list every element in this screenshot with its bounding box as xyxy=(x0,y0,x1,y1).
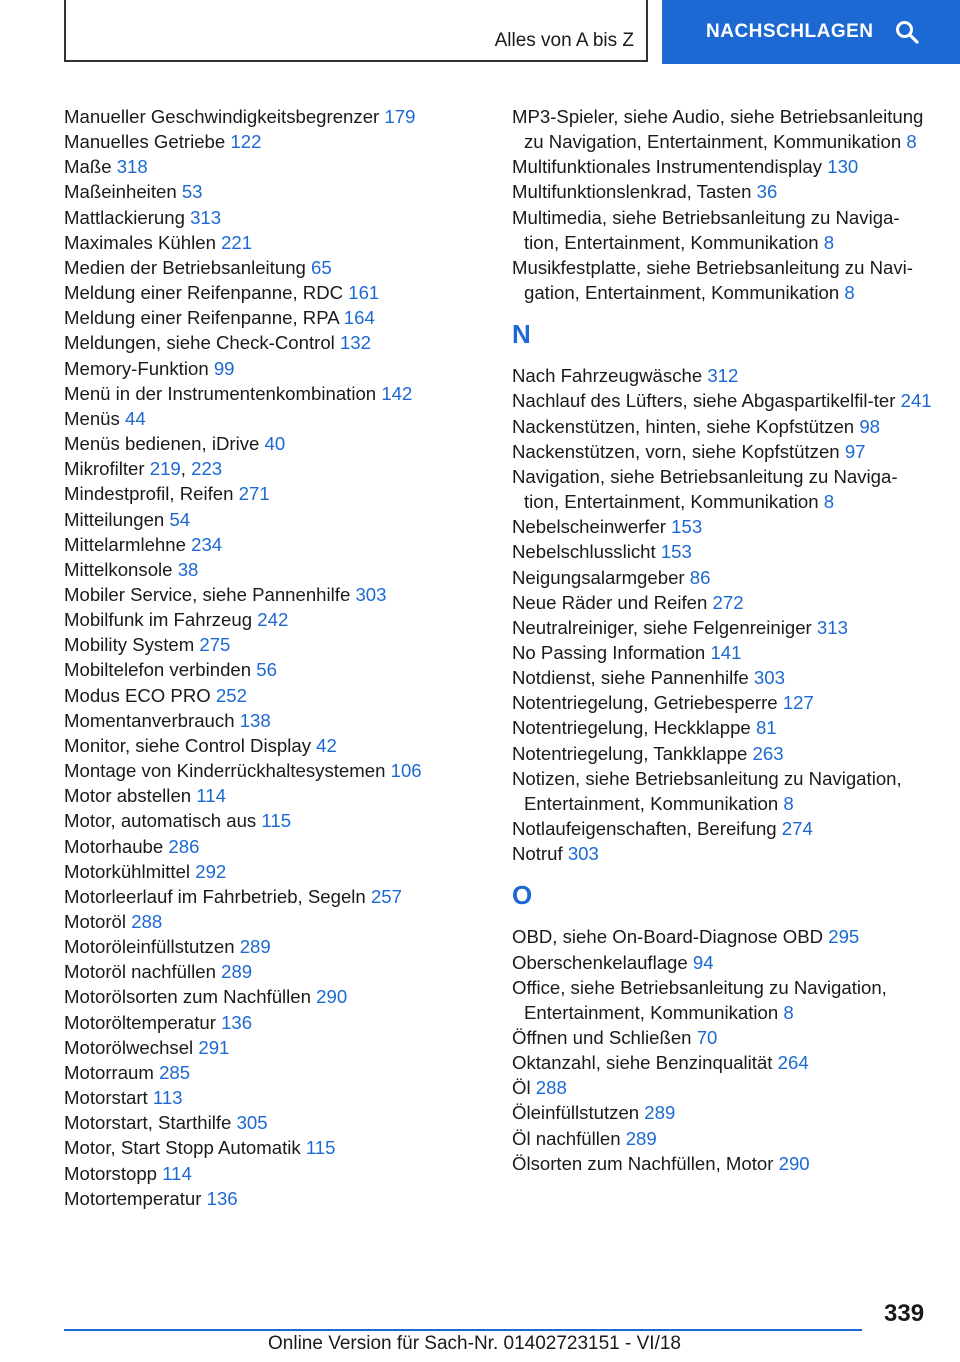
index-entry xyxy=(512,1100,932,1125)
index-entry xyxy=(64,1135,504,1160)
page-link[interactable]: 219 xyxy=(149,458,181,480)
page-link[interactable]: 127 xyxy=(782,692,814,714)
index-entry-text: Motoröltemperatur xyxy=(64,1011,216,1033)
index-entry-text: Nebelschlusslicht xyxy=(512,541,656,563)
index-entry xyxy=(64,758,504,783)
page-link[interactable]: 318 xyxy=(116,156,148,178)
index-entry xyxy=(512,841,932,866)
index-entry-text: Mobilfunk im Fahrzeug xyxy=(64,609,253,631)
nachschlagen-button[interactable] xyxy=(662,0,960,64)
index-entry xyxy=(64,808,504,833)
index-entry xyxy=(64,381,504,406)
index-entry xyxy=(64,834,504,859)
index-entry-text: Motorölsorten zum Nachfüllen xyxy=(64,986,311,1008)
index-entry xyxy=(64,104,504,129)
index-entry xyxy=(512,205,932,255)
index-entry-text: Motor abstellen xyxy=(64,785,192,807)
page-link[interactable]: 252 xyxy=(215,684,247,706)
index-entry-text: Mobiltelefon verbinden xyxy=(64,659,252,681)
index-entry xyxy=(64,683,504,708)
index-entry-text: Musikfestplatte, siehe Betriebsanleitung zu Navi-gation, Entertainment, Kommunikation xyxy=(512,256,914,304)
index-entry-text: Mittelkonsole xyxy=(64,558,173,580)
index-entry-text: Oberschenkelauflage xyxy=(512,951,688,973)
index-entry-text: Notruf xyxy=(512,843,563,865)
index-entry-text: Notdienst, siehe Pannenhilfe xyxy=(512,667,749,689)
page-link[interactable]: 65 xyxy=(311,256,332,278)
index-entry-text: Notizen, siehe Betriebsanleitung zu Navigation, Entertainment, Kommunikation xyxy=(512,767,902,814)
page-link[interactable]: 179 xyxy=(384,106,416,127)
index-entry xyxy=(512,950,932,975)
page-link[interactable]: 303 xyxy=(753,667,785,689)
page-link[interactable]: 288 xyxy=(131,911,163,932)
index-entry-text: Notentriegelung, Tankklappe xyxy=(512,742,748,764)
page-link[interactable]: 136 xyxy=(206,1187,238,1209)
header-frame xyxy=(64,0,648,62)
index-entry-text: Mobiler Service, siehe Pannenhilfe xyxy=(64,583,351,605)
index-entry xyxy=(512,363,932,388)
index-entry xyxy=(512,255,932,305)
index-entry-text: Neigungsalarmgeber xyxy=(512,566,685,588)
index-entry-text: Office, siehe Betriebsanleitung zu Navigation, Entertainment, Kommunikation xyxy=(512,976,887,1023)
page-link[interactable]: 141 xyxy=(710,641,742,663)
index-entry xyxy=(64,1060,504,1085)
index-entry xyxy=(512,1025,932,1050)
index-entry xyxy=(64,356,504,381)
index-entry-text: Motorkühlmittel xyxy=(64,860,191,882)
index-entry-text: Mitteilungen xyxy=(64,508,165,530)
page-link[interactable]: 115 xyxy=(261,810,292,832)
page-link[interactable]: 295 xyxy=(828,926,860,948)
page-link[interactable]: 132 xyxy=(339,332,371,354)
index-entry xyxy=(64,1085,504,1110)
page-link[interactable]: 312 xyxy=(707,365,739,387)
index-entry-text: Notlaufeigenschaften, Bereifung xyxy=(512,818,777,840)
index-entry-text: Öffnen und Schließen xyxy=(512,1027,692,1048)
index-entry xyxy=(512,924,932,949)
page-link[interactable]: 38 xyxy=(177,558,199,580)
page-link[interactable]: 106 xyxy=(390,760,422,782)
index-entry-text: Momentanverbrauch xyxy=(64,709,235,731)
index-entry xyxy=(512,154,932,179)
index-entry xyxy=(64,1110,504,1135)
page-link[interactable]: 271 xyxy=(238,483,270,505)
index-entry-text: Navigation, siehe Betriebsanleitung zu Naviga-tion, Entertainment, Kommunikation xyxy=(512,465,898,513)
page-link[interactable]: 286 xyxy=(168,835,200,857)
index-entry-text: Nackenstützen, vorn, siehe Kopfstützen xyxy=(512,440,840,462)
page-link[interactable]: 98 xyxy=(859,415,880,437)
index-entry xyxy=(64,934,504,959)
page-link[interactable]: 303 xyxy=(567,843,599,865)
page-link[interactable]: 36 xyxy=(756,181,778,203)
page-number: 339 xyxy=(884,1300,925,1327)
index-entry-text: Motorhaube xyxy=(64,835,164,857)
index-entry xyxy=(64,507,504,532)
index-entry-text: Multimedia, siehe Betriebsanleitung zu Naviga-tion, Entertainment, Kommunikation xyxy=(512,206,900,253)
index-entry-text: Neutralreiniger, siehe Felgenreiniger xyxy=(512,616,812,638)
page-link[interactable]: 142 xyxy=(381,382,413,404)
page-link[interactable]: 291 xyxy=(198,1036,230,1058)
index-entry xyxy=(512,414,932,439)
page-link[interactable]: 272 xyxy=(712,591,744,613)
index-entry xyxy=(64,532,504,557)
index-entry xyxy=(512,640,932,665)
page-link[interactable]: 114 xyxy=(196,785,226,807)
footer-divider xyxy=(64,1329,862,1331)
index-entry-text: Oktanzahl, siehe Benzinqualität xyxy=(512,1052,773,1074)
page-link[interactable]: 153 xyxy=(671,516,703,538)
index-entry-text: Motor, Start Stopp Automatik xyxy=(64,1137,301,1159)
search-icon xyxy=(894,19,920,45)
index-entry xyxy=(512,539,932,564)
index-entry-text: Maximales Kühlen xyxy=(64,231,216,253)
index-entry xyxy=(512,104,932,154)
index-entry-text: Motor, automatisch aus xyxy=(64,810,257,832)
page-link[interactable]: 241 xyxy=(900,390,932,412)
page-link[interactable]: 70 xyxy=(696,1027,718,1048)
page-link[interactable]: 292 xyxy=(195,860,227,882)
index-entry-text: Öl xyxy=(512,1077,531,1099)
index-entry-text: Mindestprofil, Reifen xyxy=(64,483,234,505)
index-entry xyxy=(64,708,504,733)
page-link[interactable]: 115 xyxy=(305,1137,336,1159)
index-entry-text: Maße xyxy=(64,156,112,178)
page-link[interactable]: 164 xyxy=(343,307,375,329)
index-entry xyxy=(512,741,932,766)
page-link[interactable]: 234 xyxy=(191,533,223,555)
index-entry xyxy=(64,1010,504,1035)
index-entry xyxy=(64,406,504,431)
page-link[interactable]: 81 xyxy=(755,717,777,739)
page-link[interactable]: 285 xyxy=(159,1061,191,1083)
index-entry xyxy=(64,582,504,607)
page-link[interactable]: 221 xyxy=(221,231,253,253)
index-entry-text: Nebelscheinwerfer xyxy=(512,516,666,538)
page-link[interactable]: 8 xyxy=(783,1001,794,1023)
page-link[interactable]: 94 xyxy=(692,951,714,973)
index-column-left xyxy=(64,104,504,1211)
index-entry xyxy=(64,557,504,582)
index-entry-text: Mattlackierung xyxy=(64,206,185,228)
index-entry-text: Öl nachfüllen xyxy=(512,1127,621,1149)
index-entry-text: OBD, siehe On-Board-Diagnose OBD xyxy=(512,926,824,948)
index-entry-text: Motorraum xyxy=(64,1061,154,1083)
index-entry xyxy=(512,615,932,640)
page-link[interactable]: 113 xyxy=(152,1087,183,1109)
index-entry-text: Motorleerlauf im Fahrbetrieb, Segeln xyxy=(64,885,366,907)
index-entry-text: Mittelarmlehne xyxy=(64,533,186,555)
page-link[interactable]: 130 xyxy=(827,156,859,178)
page-link[interactable]: 288 xyxy=(535,1077,567,1099)
page-link[interactable]: 8 xyxy=(783,792,794,814)
index-entry xyxy=(512,439,932,464)
index-entry xyxy=(64,230,504,255)
page-link[interactable]: 114 xyxy=(162,1162,192,1184)
page-link[interactable]: 86 xyxy=(689,566,711,588)
section-title: Alles von A bis Z xyxy=(494,30,634,51)
page-link[interactable]: 53 xyxy=(181,181,203,203)
index-entry-text: Menüs xyxy=(64,407,120,429)
index-entry xyxy=(64,657,504,682)
page-link[interactable]: 8 xyxy=(844,282,855,304)
index-entry-text: Ölsorten zum Nachfüllen, Motor xyxy=(512,1152,774,1174)
index-entry xyxy=(64,481,504,506)
page-link[interactable]: 313 xyxy=(816,616,848,638)
index-entry-text: Motorölwechsel xyxy=(64,1036,194,1058)
index-entry xyxy=(64,733,504,758)
page-link[interactable]: 8 xyxy=(823,231,835,253)
index-entry-text: Maßeinheiten xyxy=(64,181,177,203)
index-entry xyxy=(64,783,504,808)
index-entry-text: Meldungen, siehe Check-Control xyxy=(64,332,335,354)
page-link[interactable]: 289 xyxy=(644,1102,676,1124)
page-link[interactable]: 161 xyxy=(348,282,380,304)
index-entry xyxy=(512,1126,932,1151)
page-link[interactable]: 242 xyxy=(257,609,289,631)
index-entry-text: Manuelles Getriebe xyxy=(64,131,226,153)
index-entry-text: Motoröleinfüllstutzen xyxy=(64,936,235,958)
index-entry xyxy=(64,330,504,355)
index-entry-text: Öleinfüllstutzen xyxy=(512,1102,640,1124)
index-entry xyxy=(64,255,504,280)
page-link[interactable]: 8 xyxy=(906,131,917,153)
index-column-right xyxy=(512,104,932,1176)
index-entry xyxy=(64,884,504,909)
index-entry xyxy=(512,766,932,816)
index-entry xyxy=(512,1075,932,1100)
index-entry xyxy=(64,909,504,934)
index-entry xyxy=(512,1151,932,1176)
page-link[interactable]: 97 xyxy=(844,440,866,462)
page-link[interactable]: 275 xyxy=(199,634,231,656)
index-entry-text: Multifunktionales Instrumentendisplay xyxy=(512,156,823,178)
index-entry-text: Nackenstützen, hinten, siehe Kopfstützen xyxy=(512,415,855,437)
index-letter-heading: N xyxy=(512,319,531,350)
page-link[interactable]: 274 xyxy=(781,818,813,840)
index-entry: Mikrofilter 219, 223 xyxy=(64,458,223,480)
index-entry xyxy=(512,1050,932,1075)
index-entry xyxy=(64,280,504,305)
index-entry-text: Montage von Kinderrückhaltesystemen xyxy=(64,760,386,782)
index-entry xyxy=(64,632,504,657)
page-link[interactable]: 223 xyxy=(191,458,223,480)
index-entry-text: Motorstart, Starthilfe xyxy=(64,1112,232,1134)
page-link[interactable]: 289 xyxy=(221,961,253,983)
page-link[interactable]: 257 xyxy=(370,885,402,907)
index-entry xyxy=(512,715,932,740)
index-entry-text: Nach Fahrzeugwäsche xyxy=(512,365,703,387)
index-letter-heading: O xyxy=(512,880,533,911)
index-entry-text: Menü in der Instrumentenkombination xyxy=(64,382,377,404)
page-link[interactable]: 289 xyxy=(239,936,271,958)
page-link[interactable]: 42 xyxy=(316,734,337,756)
index-entry-text: Monitor, siehe Control Display xyxy=(64,734,311,756)
index-entry xyxy=(64,1035,504,1060)
page-link[interactable]: 44 xyxy=(124,407,146,429)
index-entry xyxy=(512,464,932,514)
index-entry-text: Memory-Funktion xyxy=(64,357,209,379)
index-entry xyxy=(64,305,504,330)
index-entry xyxy=(64,859,504,884)
page-link[interactable]: 263 xyxy=(752,742,784,764)
index-entry-text: Multifunktionslenkrad, Tasten xyxy=(512,181,752,203)
index-entry-text: MP3-Spieler, siehe Audio, siehe Betriebsanleitung zu Navigation, Entertainment, Kommunikation xyxy=(512,106,924,153)
index-entry-text: Motortemperatur xyxy=(64,1187,202,1209)
index-entry xyxy=(64,431,504,456)
index-entry-text: Medien der Betriebsanleitung xyxy=(64,256,306,278)
index-entry-text: Modus ECO PRO xyxy=(64,684,211,706)
page-link[interactable]: 290 xyxy=(316,986,348,1008)
page-link[interactable]: 153 xyxy=(660,541,692,563)
index-entry-text: Motorstart xyxy=(64,1087,148,1109)
page-link[interactable]: 313 xyxy=(190,206,222,228)
page-link[interactable]: 305 xyxy=(236,1112,268,1134)
index-entry-text: Neue Räder und Reifen xyxy=(512,591,708,613)
index-entry xyxy=(64,205,504,230)
index-entry-text: Mobility System xyxy=(64,634,195,656)
index-entry xyxy=(512,565,932,590)
page-link[interactable]: 56 xyxy=(256,659,277,681)
page-link[interactable]: 8 xyxy=(823,491,835,513)
index-entry-text: Notentriegelung, Getriebesperre xyxy=(512,692,778,714)
page-link[interactable]: 40 xyxy=(264,433,286,455)
index-entry xyxy=(64,1186,504,1211)
nachschlagen-label: NACHSCHLAGEN xyxy=(706,21,874,42)
page-link[interactable]: 99 xyxy=(213,357,235,379)
index-entry xyxy=(64,179,504,204)
page-link[interactable]: 138 xyxy=(239,709,271,731)
page-link[interactable]: 136 xyxy=(221,1011,253,1033)
index-entry-text: Meldung einer Reifenpanne, RPA xyxy=(64,307,339,329)
index-entry-text: Menüs bedienen, iDrive xyxy=(64,433,260,455)
index-entry xyxy=(64,607,504,632)
index-entry xyxy=(64,1161,504,1186)
page-link[interactable]: 54 xyxy=(169,508,191,530)
index-entry-text: Meldung einer Reifenpanne, RDC xyxy=(64,282,344,304)
index-entry xyxy=(512,514,932,539)
index-entry xyxy=(64,129,504,154)
index-entry-text: Notentriegelung, Heckklappe xyxy=(512,717,751,739)
page-link[interactable]: 290 xyxy=(778,1152,810,1174)
index-entry xyxy=(512,590,932,615)
page-link[interactable]: 303 xyxy=(355,583,387,605)
index-entry-text: No Passing Information xyxy=(512,641,706,663)
index-entry-text: Motorstopp xyxy=(64,1162,158,1184)
index-entry-text: Mikrofilter xyxy=(64,458,145,480)
index-entry-text: Nachlauf des Lüfters, siehe Abgaspartikelfil-ter xyxy=(512,390,896,412)
index-entry xyxy=(64,154,504,179)
index-entry xyxy=(512,179,932,204)
page-link[interactable]: 122 xyxy=(230,131,262,153)
index-entry xyxy=(512,816,932,841)
index-entry-text: Motoröl xyxy=(64,911,127,932)
footer-text: Online Version für Sach-Nr. 01402723151 - VI/18 xyxy=(268,1333,681,1354)
index-entry xyxy=(64,984,504,1009)
index-entry-text: Manueller Geschwindigkeitsbegrenzer xyxy=(64,106,380,127)
page-link[interactable]: 289 xyxy=(625,1127,657,1149)
index-entry-text: Motoröl nachfüllen xyxy=(64,961,216,983)
index-entry xyxy=(64,959,504,984)
index-entry xyxy=(512,690,932,715)
index-entry xyxy=(512,665,932,690)
index-entry xyxy=(512,975,932,1025)
index-entry xyxy=(512,388,932,413)
page-link[interactable]: 264 xyxy=(777,1052,809,1074)
